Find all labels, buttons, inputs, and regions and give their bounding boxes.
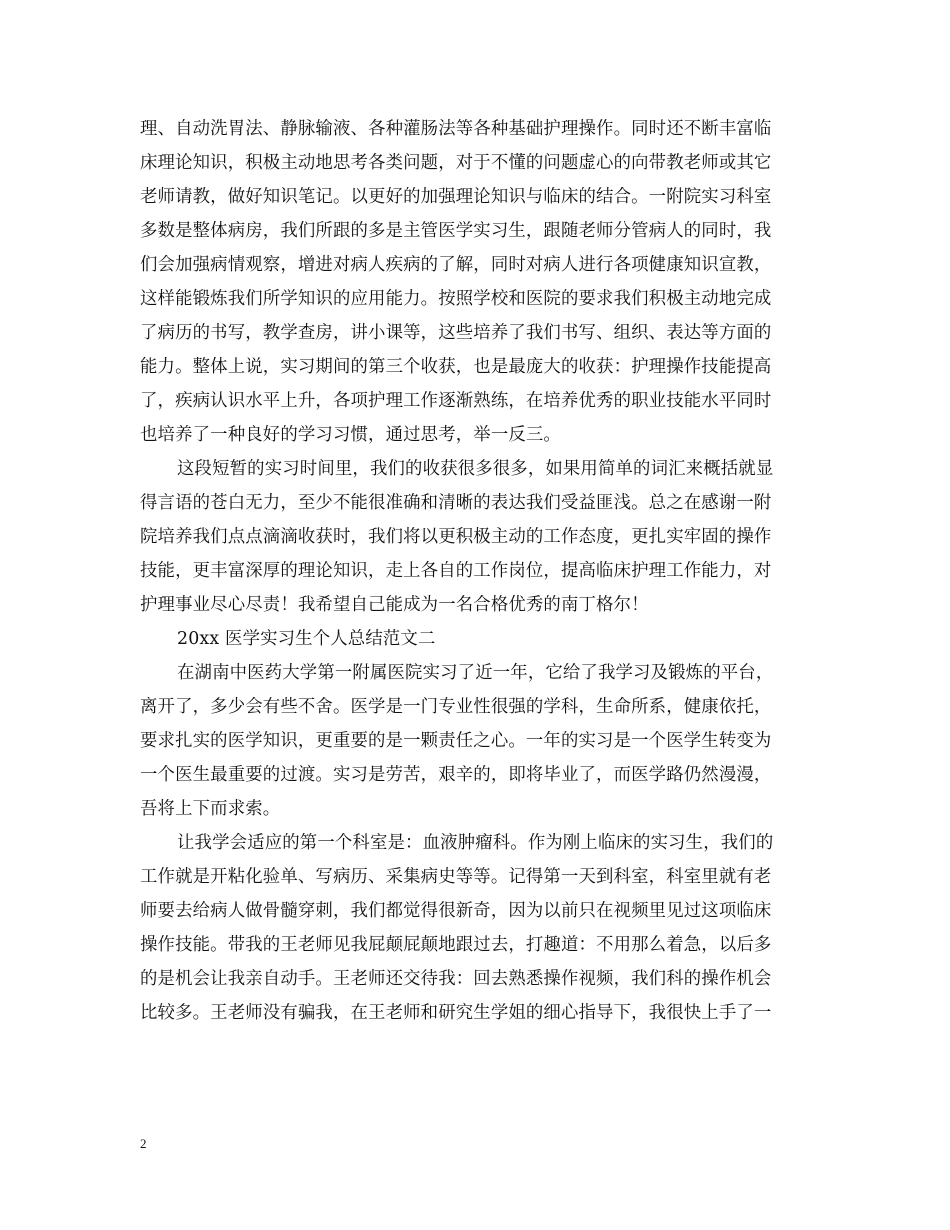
- text-line: 技能，更丰富深厚的理论知识，走上各自的工作岗位，提高临床护理工作能力，对: [140, 561, 772, 581]
- text-line: 院培养我们点点滴滴收获时，我们将以更积极主动的工作态度，更扎实牢固的操作: [140, 527, 772, 547]
- text-line: 了病历的书写，教学查房，讲小课等，这些培养了我们书写、组织、表达等方面的: [140, 323, 772, 343]
- page-number: 2: [140, 1136, 147, 1151]
- text-line: 护理事业尽心尽责！我希望自己能成为一名合格优秀的南丁格尔！: [140, 595, 649, 615]
- text-line: 的是机会让我亲自动手。王老师还交待我：回去熟悉操作视频，我们科的操作机会: [140, 969, 772, 989]
- text-line: 这样能锻炼我们所学知识的应用能力。按照学校和医院的要求我们积极主动地完成: [140, 289, 772, 309]
- text-line: 比较多。王老师没有骗我，在王老师和研究生学姐的细心指导下，我很快上手了一: [140, 1003, 772, 1023]
- text-line: 操作技能。带我的王老师见我屁颠屁颠地跟过去，打趣道：不用那么着急，以后多: [140, 935, 772, 955]
- text-line: 了，疾病认识水平上升，各项护理工作逐渐熟练，在培养优秀的职业技能水平同时: [140, 391, 772, 411]
- text-line: 们会加强病情观察，增进对病人疾病的了解，同时对病人进行各项健康知识宣教，: [140, 255, 772, 275]
- text-line: 多数是整体病房，我们所跟的多是主管医学实习生，跟随老师分管病人的同时，我: [140, 221, 772, 241]
- text-line: 理、自动洗胃法、静脉输液、各种灌肠法等各种基础护理操作。同时还不断丰富临: [140, 119, 772, 139]
- text-line: 得言语的苍白无力，至少不能很准确和清晰的表达我们受益匪浅。总之在感谢一附: [140, 493, 772, 513]
- text-line: 离开了，多少会有些不舍。医学是一门专业性很强的学科，生命所系，健康依托，: [140, 697, 772, 717]
- text-line: 一个医生最重要的过渡。实习是劳苦，艰辛的，即将毕业了，而医学路仍然漫漫，: [140, 765, 772, 785]
- text-line: 床理论知识，积极主动地思考各类问题，对于不懂的问题虚心的向带教老师或其它: [140, 153, 772, 173]
- text-line: 能力。整体上说，实习期间的第三个收获，也是最庞大的收获：护理操作技能提高: [140, 357, 772, 377]
- text-line: 让我学会适应的第一个科室是：血液肿瘤科。作为刚上临床的实习生，我们的: [177, 833, 774, 853]
- section-heading: 20xx 医学实习生个人总结范文二: [177, 629, 436, 649]
- text-line: 在湖南中医药大学第一附属医院实习了近一年，它给了我学习及锻炼的平台，: [177, 663, 774, 683]
- text-line: 吾将上下而求索。: [140, 799, 281, 819]
- text-line: 老师请教，做好知识笔记。以更好的加强理论知识与临床的结合。一附院实习科室: [140, 187, 772, 207]
- text-line: 要求扎实的医学知识，更重要的是一颗责任之心。一年的实习是一个医学生转变为: [140, 731, 772, 751]
- text-line: 工作就是开粘化验单、写病历、采集病史等等。记得第一天到科室，科室里就有老: [140, 867, 772, 887]
- text-line: 这段短暂的实习时间里，我们的收获很多很多，如果用简单的词汇来概括就显: [177, 459, 774, 479]
- text-line: 也培养了一种良好的学习习惯，通过思考，举一反三。: [140, 425, 561, 445]
- text-line: 师要去给病人做骨髓穿刺，我们都觉得很新奇，因为以前只在视频里见过这项临床: [140, 901, 772, 921]
